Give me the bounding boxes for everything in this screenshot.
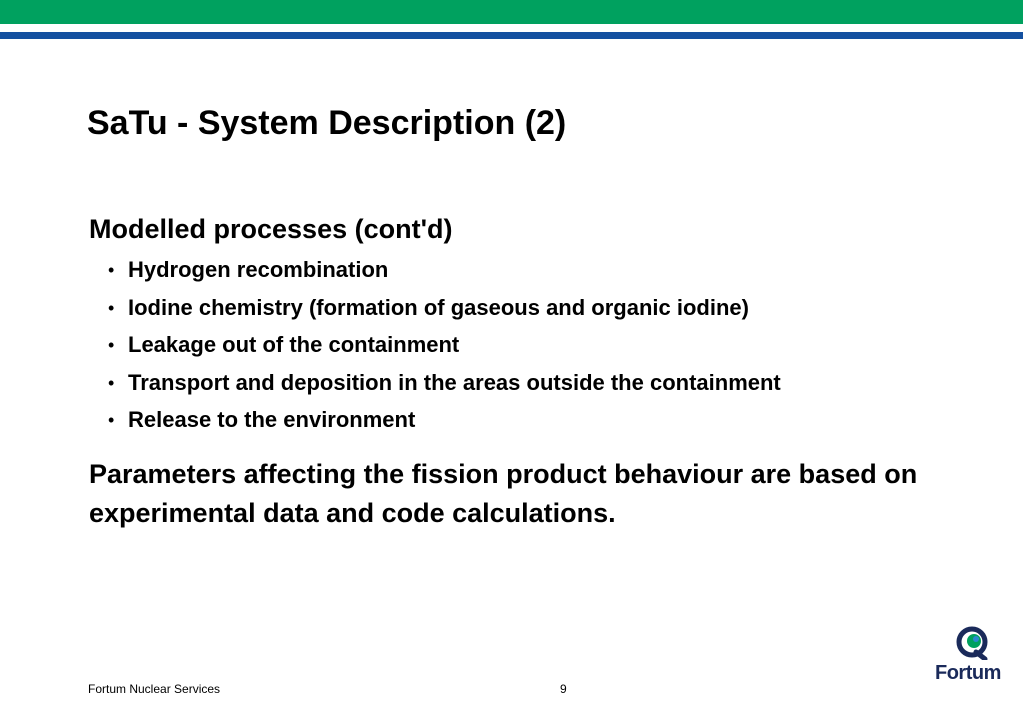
page-number: 9 (560, 682, 567, 696)
fortum-wordmark: Fortum (935, 662, 1001, 684)
bullet-marker: • (108, 260, 115, 280)
bullet-marker: • (108, 372, 115, 393)
bullet-item (108, 253, 781, 291)
bullet-text: Release to the environment (128, 407, 416, 432)
bullet-marker: • (108, 335, 115, 355)
fortum-logo (933, 626, 1007, 688)
footer-company: Fortum Nuclear Services (88, 682, 221, 696)
bullet-item (108, 328, 781, 366)
section-heading: Modelled processes (cont'd) (89, 214, 453, 244)
bullet-text: Hydrogen recombination (128, 257, 389, 282)
top-blue-band (0, 32, 1023, 39)
bullet-list (108, 253, 781, 441)
slide-title: SaTu - System Description (2) (87, 104, 567, 142)
bullet-item (108, 403, 781, 441)
bullet-text: Iodine chemistry (formation of gaseous and organic iodine) (128, 294, 749, 320)
fortum-q-logo-icon (956, 626, 988, 660)
summary-paragraph: Parameters affecting the fission product behaviour are based on experimental data and code calculations. (89, 459, 918, 528)
bullet-marker: • (108, 410, 115, 430)
bullet-item (108, 366, 781, 404)
top-green-band (0, 0, 1023, 24)
bullet-text: Leakage out of the containment (128, 332, 460, 357)
bullet-text: Transport and deposition in the areas outside the containment (128, 369, 781, 395)
bullet-item (108, 291, 781, 329)
bullet-marker: • (108, 297, 115, 318)
